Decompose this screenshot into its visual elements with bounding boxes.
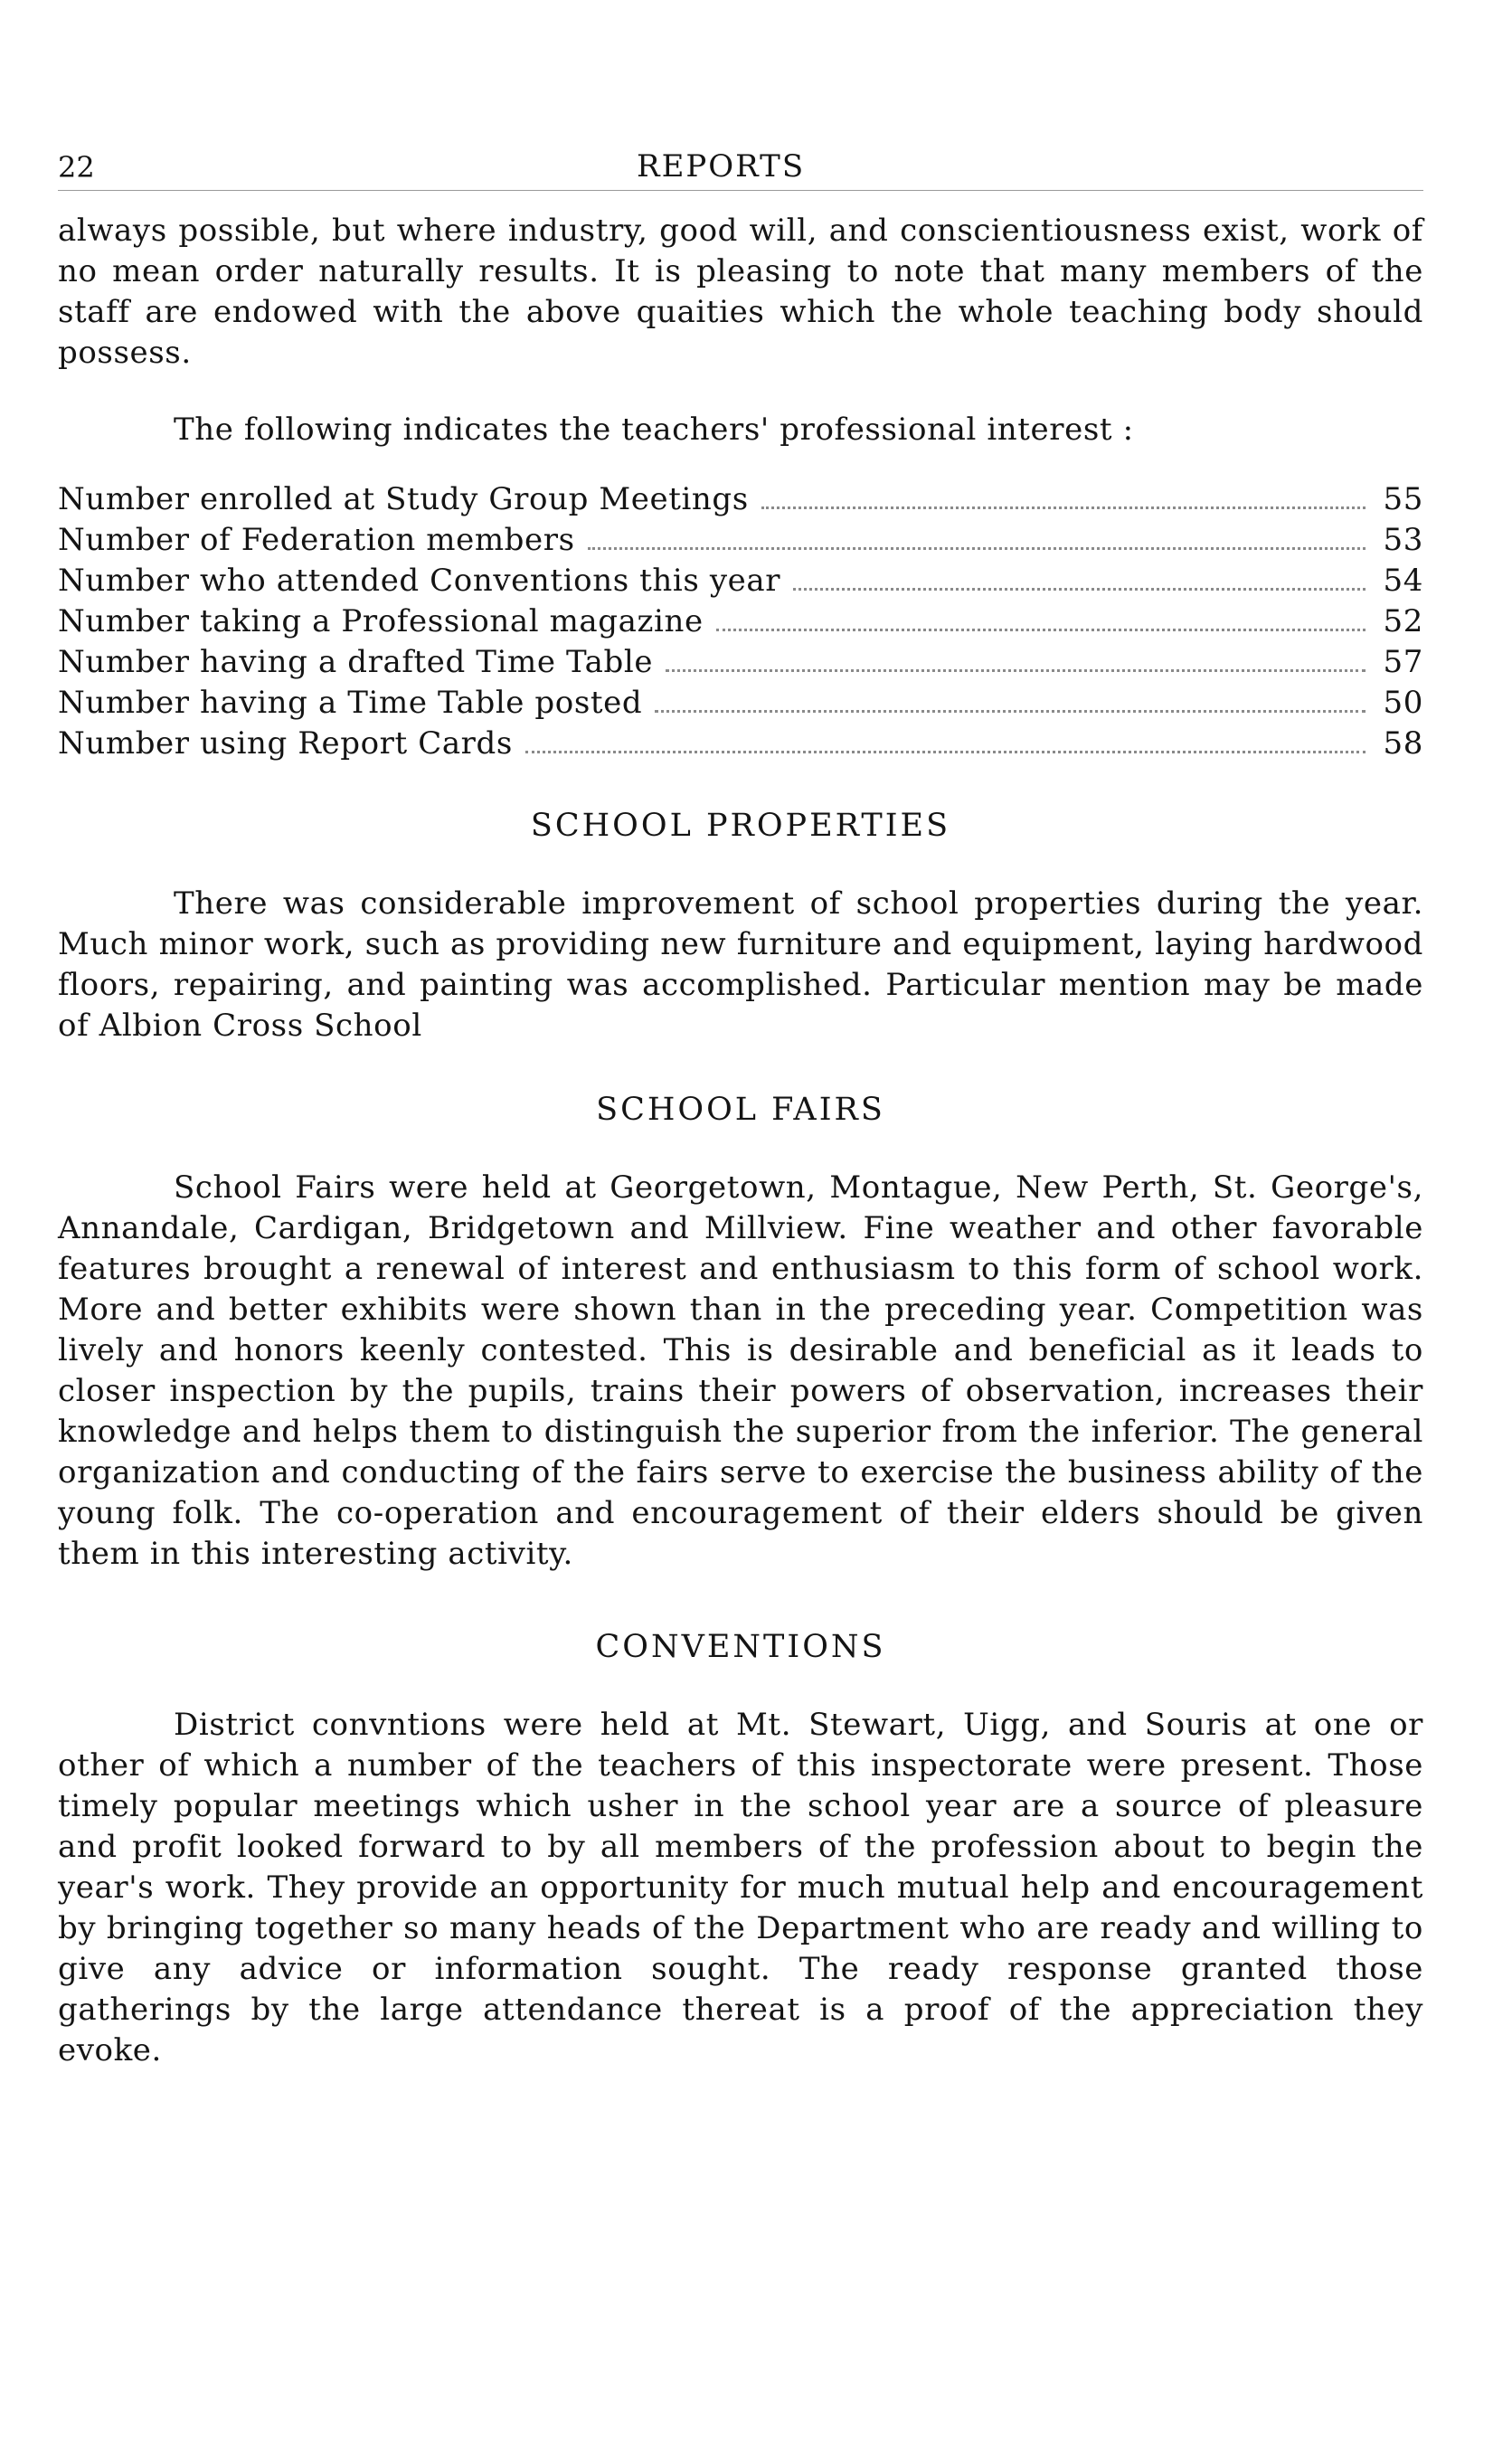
- stat-label: Number who attended Conventions this year: [58, 563, 781, 599]
- stat-value: 52: [1383, 603, 1423, 639]
- stat-value: 57: [1383, 644, 1423, 680]
- stat-value: 50: [1383, 685, 1423, 721]
- stat-value: 58: [1383, 725, 1423, 762]
- stat-value: 54: [1383, 563, 1423, 599]
- stat-row: [58, 561, 1423, 601]
- stat-label: Number having a drafted Time Table: [58, 644, 654, 680]
- stat-value: 55: [1383, 481, 1423, 517]
- opening-paragraph: always possible, but where industry, good will, and conscientiousness exist, work of no mean order naturally results. It is pleasing to note that many members of the staff are endowed with the above quaities which the whole teaching body should possess.: [58, 213, 1423, 371]
- stat-row: [58, 642, 1423, 683]
- stats-intro: The following indicates the teachers' professional interest :: [174, 412, 1134, 448]
- stat-label: Number having a Time Table posted: [58, 685, 643, 721]
- stat-label: Number enrolled at Study Group Meetings: [58, 481, 749, 517]
- stat-value: 53: [1383, 522, 1423, 558]
- stat-row: [58, 683, 1423, 724]
- section-body-school-properties: There was considerable improvement of school properties during the year. Much minor work, such as providing new furniture and equipment, laying hardwood floors, repairing, and painting was accomplished. Particular mention may be made of Albion Cross School: [58, 885, 1423, 1044]
- section-heading-school-fairs: SCHOOL FAIRS: [596, 1092, 885, 1128]
- stat-row: [58, 520, 1423, 561]
- dot-leader: [793, 588, 1366, 591]
- stat-row: [58, 479, 1423, 520]
- section-heading-school-properties: SCHOOL PROPERTIES: [530, 808, 951, 844]
- dot-leader: [716, 629, 1366, 631]
- dot-leader: [525, 751, 1366, 753]
- page-number: 22: [58, 150, 95, 185]
- dot-leader: [761, 506, 1366, 509]
- section-heading-conventions: CONVENTIONS: [595, 1629, 886, 1665]
- section-body-conventions: District convntions were held at Mt. Stewart, Uigg, and Souris at one or other of which a number of the teachers of this inspectorate were present. Those timely popular meetings which usher in the school year are a source of pleasure and profit looked forward to by all members of the profession about to begin the year's work. They provide an opportunity for much mutual help and encouragement by bringing together so many heads of the Department who are ready and willing to give any advice or information sought. The ready response granted those gatherings by the large attendance thereat is a proof of the appreciation they evoke.: [58, 1707, 1423, 2068]
- dot-leader: [588, 547, 1366, 550]
- stats-list: [58, 479, 1423, 764]
- dot-leader: [666, 669, 1366, 672]
- dot-leader: [655, 710, 1366, 713]
- stat-label: Number taking a Professional magazine: [58, 603, 704, 639]
- stat-label: Number using Report Cards: [58, 725, 513, 762]
- document-page: [58, 145, 1423, 2071]
- stat-label: Number of Federation members: [58, 522, 575, 558]
- page-header: [58, 145, 1423, 191]
- running-title: REPORTS: [637, 148, 806, 185]
- stat-row: [58, 601, 1423, 642]
- stat-row: [58, 724, 1423, 764]
- section-body-school-fairs: School Fairs were held at Georgetown, Montague, New Perth, St. George's, Annandale, Cardigan, Bridgetown and Millview. Fine weather and other favorable features brought a renewal of interest and enthusiasm to this form of school work. More and better exhibits were shown than in the preceding year. Competition was lively and honors keenly contested. This is desirable and beneficial as it leads to closer inspection by the pupils, trains their powers of observation, increases their knowledge and helps them to distinguish the superior from the inferior. The general organization and conducting of the fairs serve to exercise the business ability of the young folk. The co-operation and encouragement of their elders should be given them in this interesting activity.: [58, 1169, 1423, 1572]
